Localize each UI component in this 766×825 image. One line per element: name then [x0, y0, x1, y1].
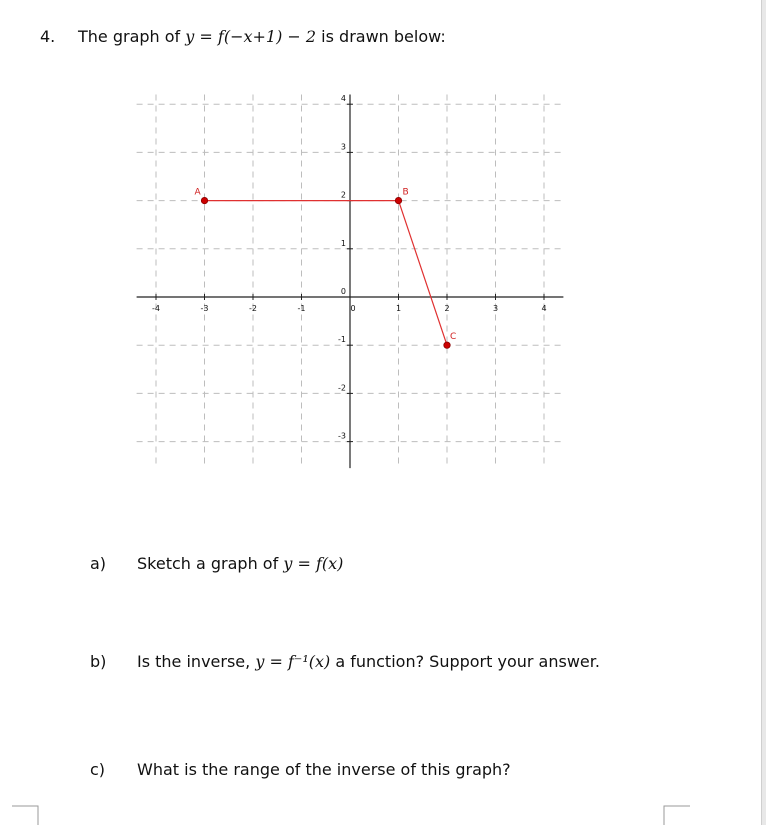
point-C: [444, 342, 450, 348]
part-a-text: [137, 554, 343, 573]
y-tick-label: -2: [338, 383, 346, 393]
x-tick-label: 1: [395, 304, 402, 313]
graph-segments: [205, 201, 448, 346]
x-tick-label: 2: [444, 304, 450, 313]
part-a-label: a): [90, 554, 107, 573]
y-tick-label: -1: [338, 335, 346, 345]
part-b-prompt: Is the inverse,: [137, 652, 251, 671]
x-tick-label: -3: [200, 304, 209, 313]
x-tick-label: -2: [249, 304, 257, 313]
point-label-A: A: [194, 187, 201, 198]
part-c-label: c): [90, 760, 106, 779]
question-equation: y = f(−x+1) − 2: [185, 27, 317, 46]
x-tick-label: 4: [541, 304, 547, 313]
y-tick-label: 1: [340, 238, 346, 248]
y-tick-label: 0: [340, 287, 346, 296]
y-tick-label: 4: [340, 94, 346, 104]
question-suffix: is drawn below:: [321, 27, 446, 46]
axes: [137, 95, 564, 469]
crop-mark-left: [12, 805, 44, 825]
part-a-prompt: Sketch a graph of: [137, 554, 279, 573]
y-tick-label: 3: [340, 142, 346, 152]
x-tick-label: 0: [350, 304, 356, 313]
x-tick-label: 3: [492, 304, 499, 313]
segment-BC: [399, 201, 448, 346]
x-tick-label: -1: [297, 304, 306, 313]
tick-labels: [152, 94, 547, 440]
part-c-text: What is the range of the inverse of this graph?: [137, 760, 511, 779]
point-A: [201, 197, 207, 203]
part-b-text: [137, 652, 600, 671]
question-number: 4.: [40, 27, 56, 46]
question-prefix: The graph of: [78, 27, 181, 46]
point-label-B: B: [402, 187, 409, 198]
graph-points: [195, 188, 457, 349]
crop-mark-right: [662, 805, 694, 825]
page-edge: [761, 0, 766, 825]
point-B: [395, 197, 401, 203]
part-b-question: a function? Support your answer.: [335, 652, 600, 671]
y-tick-label: 2: [340, 190, 346, 200]
part-b-label: b): [90, 652, 107, 671]
point-label-C: C: [450, 332, 457, 343]
part-a-equation: y = f(x): [283, 554, 344, 573]
x-tick-label: -4: [152, 304, 160, 313]
y-tick-label: -3: [338, 431, 346, 441]
part-b-equation: y = f⁻¹(x): [255, 652, 331, 671]
